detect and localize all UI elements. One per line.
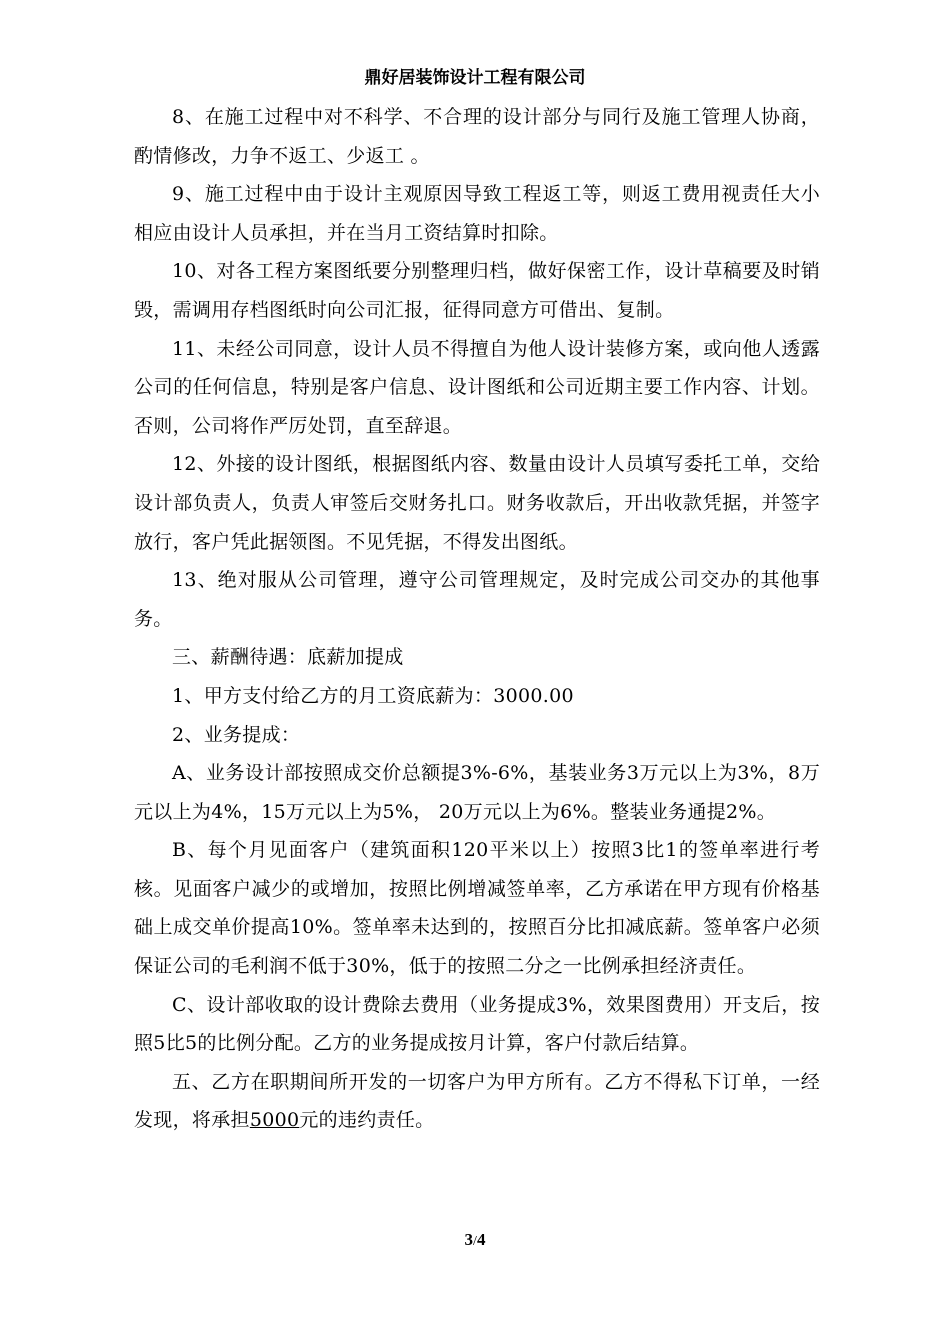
section-five-text: 五、乙方在职期间所开发的一切客户为甲方所有。乙方不得私下订单，一经发现，将承担 — [134, 1070, 820, 1132]
clause-8: 8、在施工过程中对不科学、不合理的设计部分与同行及施工管理人协商，酌情修改，力争不返工、少返工 。 — [134, 106, 820, 167]
section-salary-heading: 三、薪酬待遇：底薪加提成 — [172, 646, 404, 669]
page-separator: / — [473, 1234, 477, 1249]
section-five-tail: 元的违约责任。 — [299, 1109, 435, 1132]
page-number — [0, 1229, 950, 1253]
section-five-clause — [134, 1063, 820, 1140]
current-page: 3 — [464, 1230, 474, 1249]
commission-clause-c: C、设计部收取的设计费除去费用（业务提成3%，效果图费用）开支后，按照5比5的比例分配。乙方的业务提成按月计算，客户付款后结算。 — [134, 993, 820, 1055]
clause-9: 9、施工过程中由于设计主观原因导致工程返工等，则返工费用视责任大小相应由设计人员承担，并在当月工资结算时扣除。 — [134, 183, 820, 244]
total-pages: 4 — [476, 1230, 486, 1249]
penalty-amount: 5000 — [249, 1109, 300, 1132]
commission-clause-b: B、每个月见面客户（建筑面积120平米以上）按照3比1的签单率进行考核。见面客户减少的或增加，按照比例增减签单率，乙方承诺在甲方现有价格基础上成交单价提高10%。签单率未达到的，按照百分比扣减底薪。签单客户必须保证公司的毛利润不低于30%，低于的按照二分之一比例承担经济责任。 — [134, 839, 820, 978]
page-header-company: 鼎好居装饰设计工程有限公司 — [364, 68, 586, 88]
clause-10: 10、对各工程方案图纸要分别整理归档，做好保密工作，设计草稿要及时销毁，需调用存档图纸时向公司汇报，征得同意方可借出、复制。 — [134, 260, 820, 321]
clause-12: 12、外接的设计图纸，根据图纸内容、数量由设计人员填写委托工单，交给设计部负责人，负责人审签后交财务扎口。财务收款后，开出收款凭据，并签字放行，客户凭此据领图。不见凭据，不得发出图纸。 — [134, 453, 820, 553]
commission-clause-a: A、业务设计部按照成交价总额提3%-6%，基装业务3万元以上为3%，8万元以上为4%，15万元以上为5%， 20万元以上为6%。整装业务通提2%。 — [134, 762, 820, 823]
clause-13: 13、绝对服从公司管理，遵守公司管理规定，及时完成公司交办的其他事务。 — [134, 569, 820, 630]
salary-item-2: 2、业务提成： — [172, 723, 301, 746]
document-body — [134, 98, 820, 1140]
clause-11: 11、未经公司同意，设计人员不得擅自为他人设计装修方案，或向他人透露公司的任何信息，特别是客户信息、设计图纸和公司近期主要工作内容、计划。否则，公司将作严厉处罚，直至辞退。 — [134, 337, 820, 437]
salary-item-1: 1、甲方支付给乙方的月工资底薪为：3000.00 — [172, 684, 574, 707]
